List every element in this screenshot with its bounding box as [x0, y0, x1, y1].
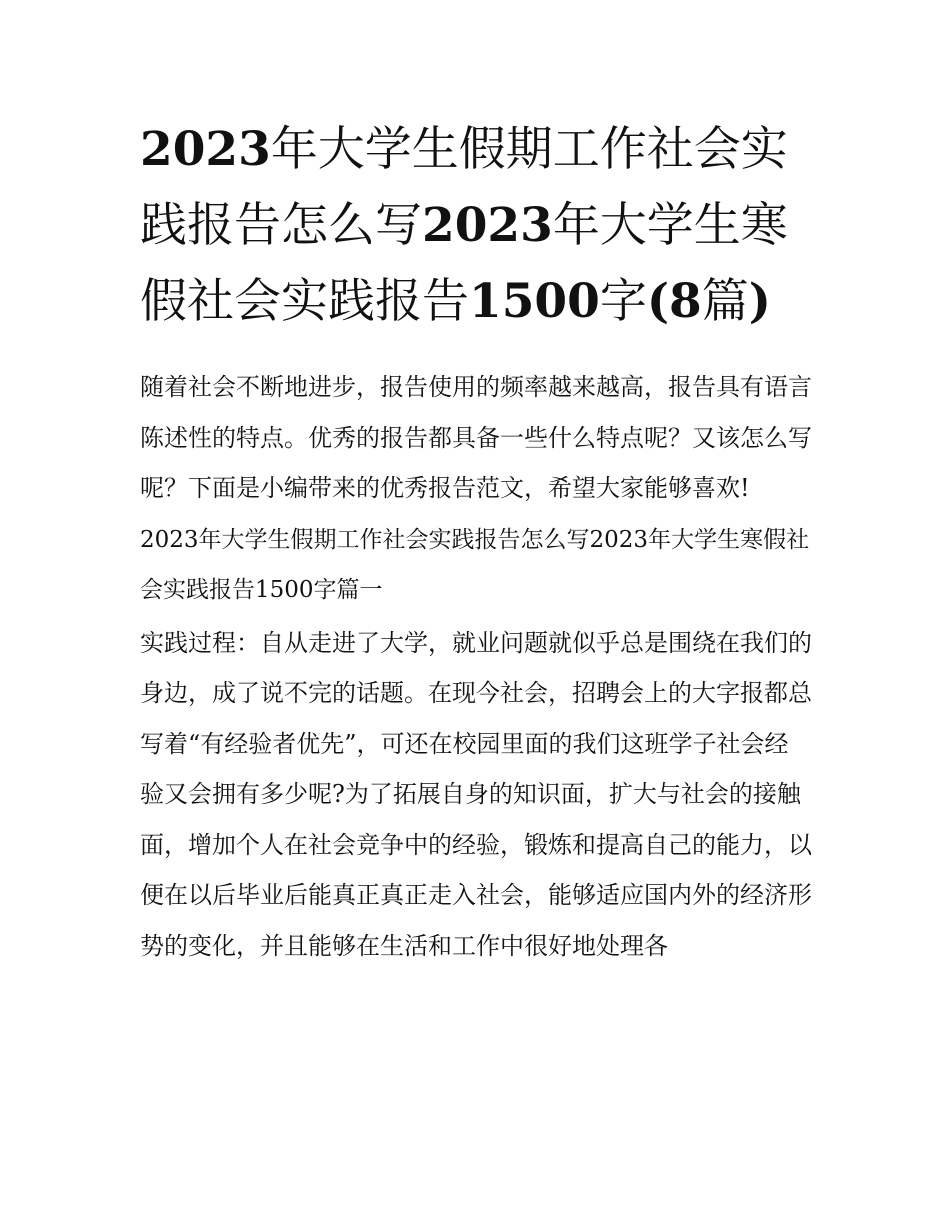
document-title [140, 112, 812, 340]
title-segment: 年大学生假期工作社会实践报告怎么写 [140, 122, 788, 253]
title-segment: 年大学生寒假社会实践报告 [140, 198, 788, 329]
title-segment: ) [748, 274, 772, 329]
section-heading: 2023年大学生假期工作社会实践报告怎么写2023年大学生寒假社会实践报告1500字篇一 [140, 526, 810, 603]
title-segment: 1500 [469, 274, 600, 329]
title-segment: 2023 [140, 122, 271, 177]
title-segment: 篇 [701, 274, 749, 329]
body-paragraph: 实践过程：自从走进了大学，就业问题就似乎总是围绕在我们的身边，成了说不完的话题。在现今社会，招聘会上的大字报都总写着“有经验者优先”，可还在校园里面的我们这班学子社会经验又会拥有多少呢?为了拓展自身的知识面，扩大与社会的接触面，增加个人在社会竞争中的经验，锻炼和提高自己的能力，以便在以后毕业后能真正真正走入社会，能够适应国内外的经济形势的变化，并且能够在生活和工作中很好地处理各 [140, 628, 812, 960]
title-segment: 字 [599, 274, 647, 329]
title-segment: 2023 [422, 198, 553, 253]
intro-paragraph: 随着社会不断地进步，报告使用的频率越来越高，报告具有语言陈述性的特点。优秀的报告都具备一些什么特点呢？又该怎么写呢？下面是小编带来的优秀报告范文，希望大家能够喜欢! [140, 373, 812, 502]
title-segment: (8 [646, 274, 702, 329]
document-page [140, 112, 812, 971]
